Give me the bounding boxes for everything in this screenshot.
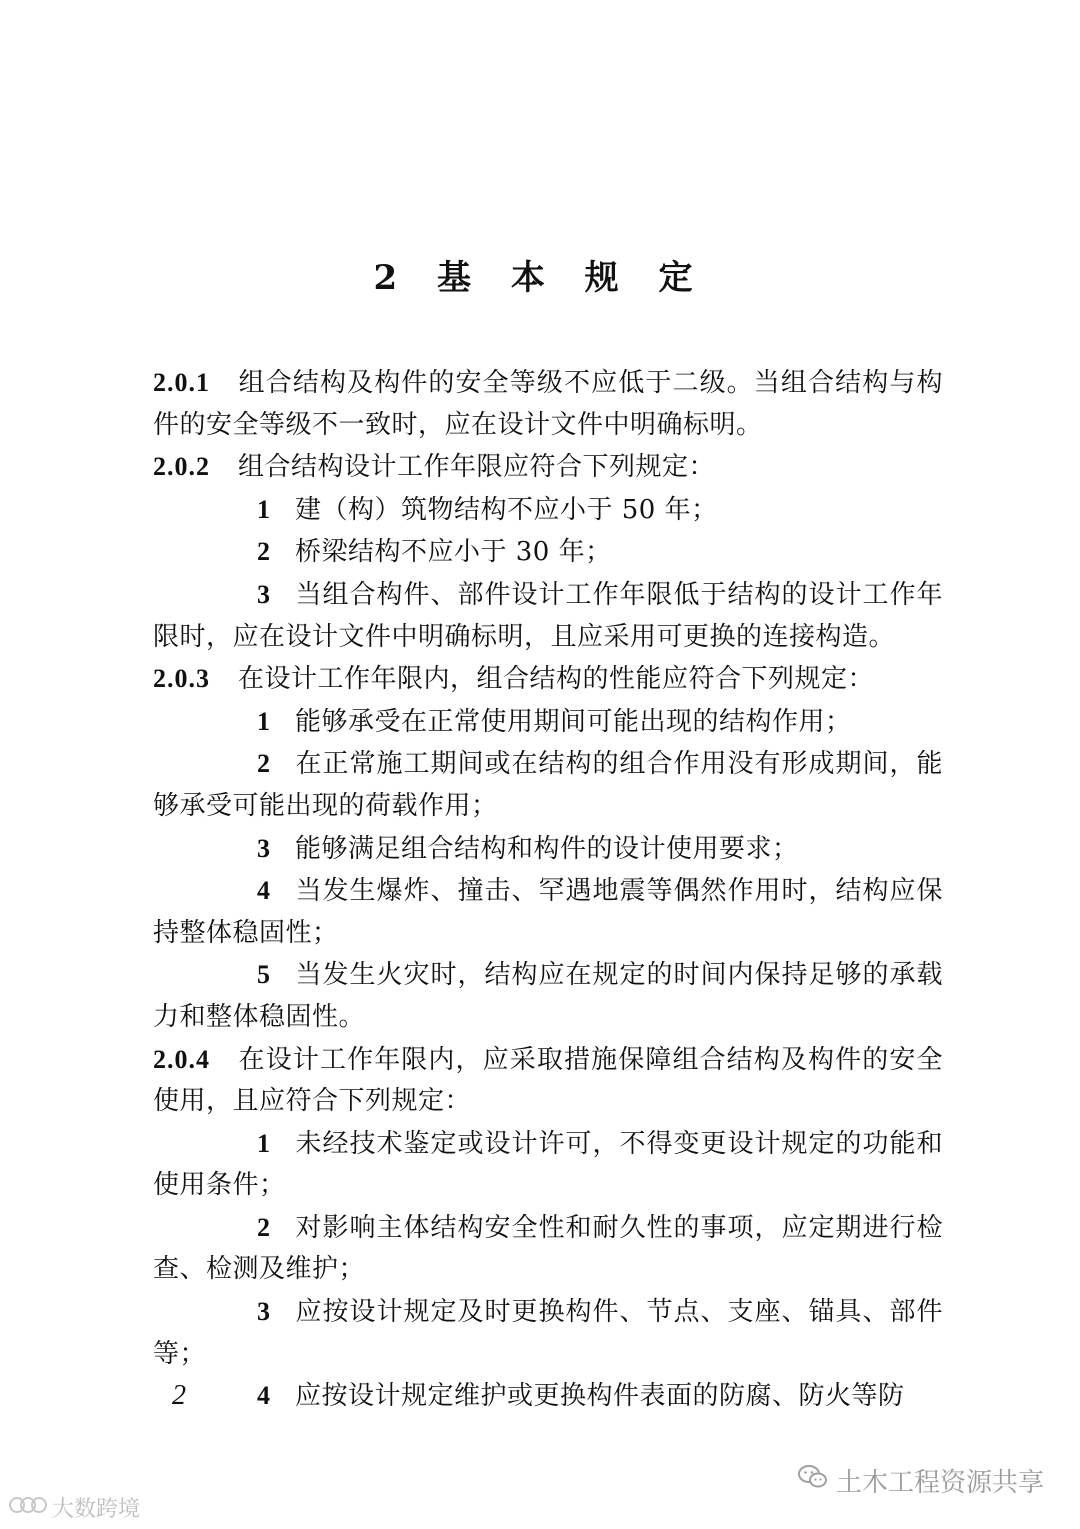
item-number: 1 — [257, 706, 271, 736]
clause-text: 在设计工作年限内，应采取措施保障组合结构及构件的安全使用，且应符合下列规定： — [153, 1044, 943, 1117]
list-item — [153, 828, 943, 871]
item-text: 当组合构件、部件设计工作年限低于结构的设计工作年限时，应在设计文件中明确标明，且应采用可更换的连接构造。 — [153, 579, 943, 652]
clause-2-0-4 — [153, 1039, 943, 1123]
list-item — [153, 1123, 943, 1207]
clause-text: 在设计工作年限内，组合结构的性能应符合下列规定： — [238, 664, 875, 695]
list-item — [153, 489, 943, 532]
list-item — [153, 954, 943, 1038]
clause-2-0-3 — [153, 658, 943, 701]
item-text: 应按设计规定及时更换构件、节点、支座、锚具、部件等； — [153, 1297, 943, 1369]
item-number: 4 — [257, 876, 271, 906]
item-text: 对影响主体结构安全性和耐久性的事项，应定期进行检查、检测及维护； — [153, 1212, 943, 1285]
item-number: 1 — [257, 1128, 271, 1158]
item-text: 未经技术鉴定或设计许可，不得变更设计规定的功能和使用条件； — [153, 1128, 943, 1201]
item-number: 3 — [257, 1297, 271, 1327]
page-title: 2 基 本 规 定 — [373, 258, 707, 298]
item-text: 当发生爆炸、撞击、罕遇地震等偶然作用时，结构应保持整体稳固性； — [153, 876, 943, 948]
list-item — [153, 1375, 943, 1418]
clause-number: 2.0.3 — [153, 664, 210, 694]
item-text: 当发生火灾时，结构应在规定的时间内保持足够的承载力和整体稳固性。 — [153, 960, 943, 1032]
list-item — [153, 701, 943, 744]
wechat-icon — [798, 1464, 828, 1497]
page-number: 2 — [172, 1380, 186, 1411]
item-number: 1 — [257, 494, 271, 524]
item-number: 4 — [257, 1381, 271, 1411]
list-item — [153, 531, 943, 574]
clause-text: 组合结构设计工作年限应符合下列规定： — [238, 452, 716, 483]
item-number: 3 — [257, 579, 271, 609]
list-item — [153, 743, 943, 827]
item-number: 2 — [257, 1212, 271, 1242]
brand-logo-icon — [8, 1493, 48, 1523]
item-text: 能够满足组合结构和构件的设计使用要求； — [295, 833, 799, 864]
clause-2-0-2 — [153, 446, 943, 489]
list-item — [153, 574, 943, 658]
list-item — [153, 870, 943, 954]
list-item — [153, 1291, 943, 1375]
list-item — [153, 1207, 943, 1291]
watermark-text: 土木工程资源共享 — [835, 1468, 1044, 1498]
watermark-wechat — [798, 1462, 1044, 1499]
clause-number: 2.0.4 — [153, 1044, 210, 1074]
clause-2-0-1 — [153, 362, 943, 446]
item-text: 建（构）筑物结构不应小于 50 年； — [295, 494, 718, 525]
document-body — [153, 362, 943, 1418]
item-number: 3 — [257, 833, 271, 863]
item-number: 2 — [257, 537, 271, 567]
watermark-brand — [8, 1492, 140, 1523]
item-number: 5 — [257, 960, 271, 990]
clause-text: 组合结构及构件的安全等级不应低于二级。当组合结构与构件的安全等级不一致时，应在设计文件中明确标明。 — [153, 368, 943, 440]
clause-number: 2.0.1 — [153, 368, 210, 397]
item-text: 应按设计规定维护或更换构件表面的防腐、防火等防 — [295, 1381, 905, 1412]
clause-number: 2.0.2 — [153, 452, 210, 482]
item-text: 能够承受在正常使用期间可能出现的结构作用； — [295, 706, 852, 737]
item-text: 桥梁结构不应小于 30 年； — [295, 537, 612, 568]
item-text: 在正常施工期间或在结构的组合作用没有形成期间，能够承受可能出现的荷载作用； — [153, 749, 943, 821]
watermark-text: 大数跨境 — [52, 1497, 141, 1522]
item-number: 2 — [257, 749, 271, 779]
